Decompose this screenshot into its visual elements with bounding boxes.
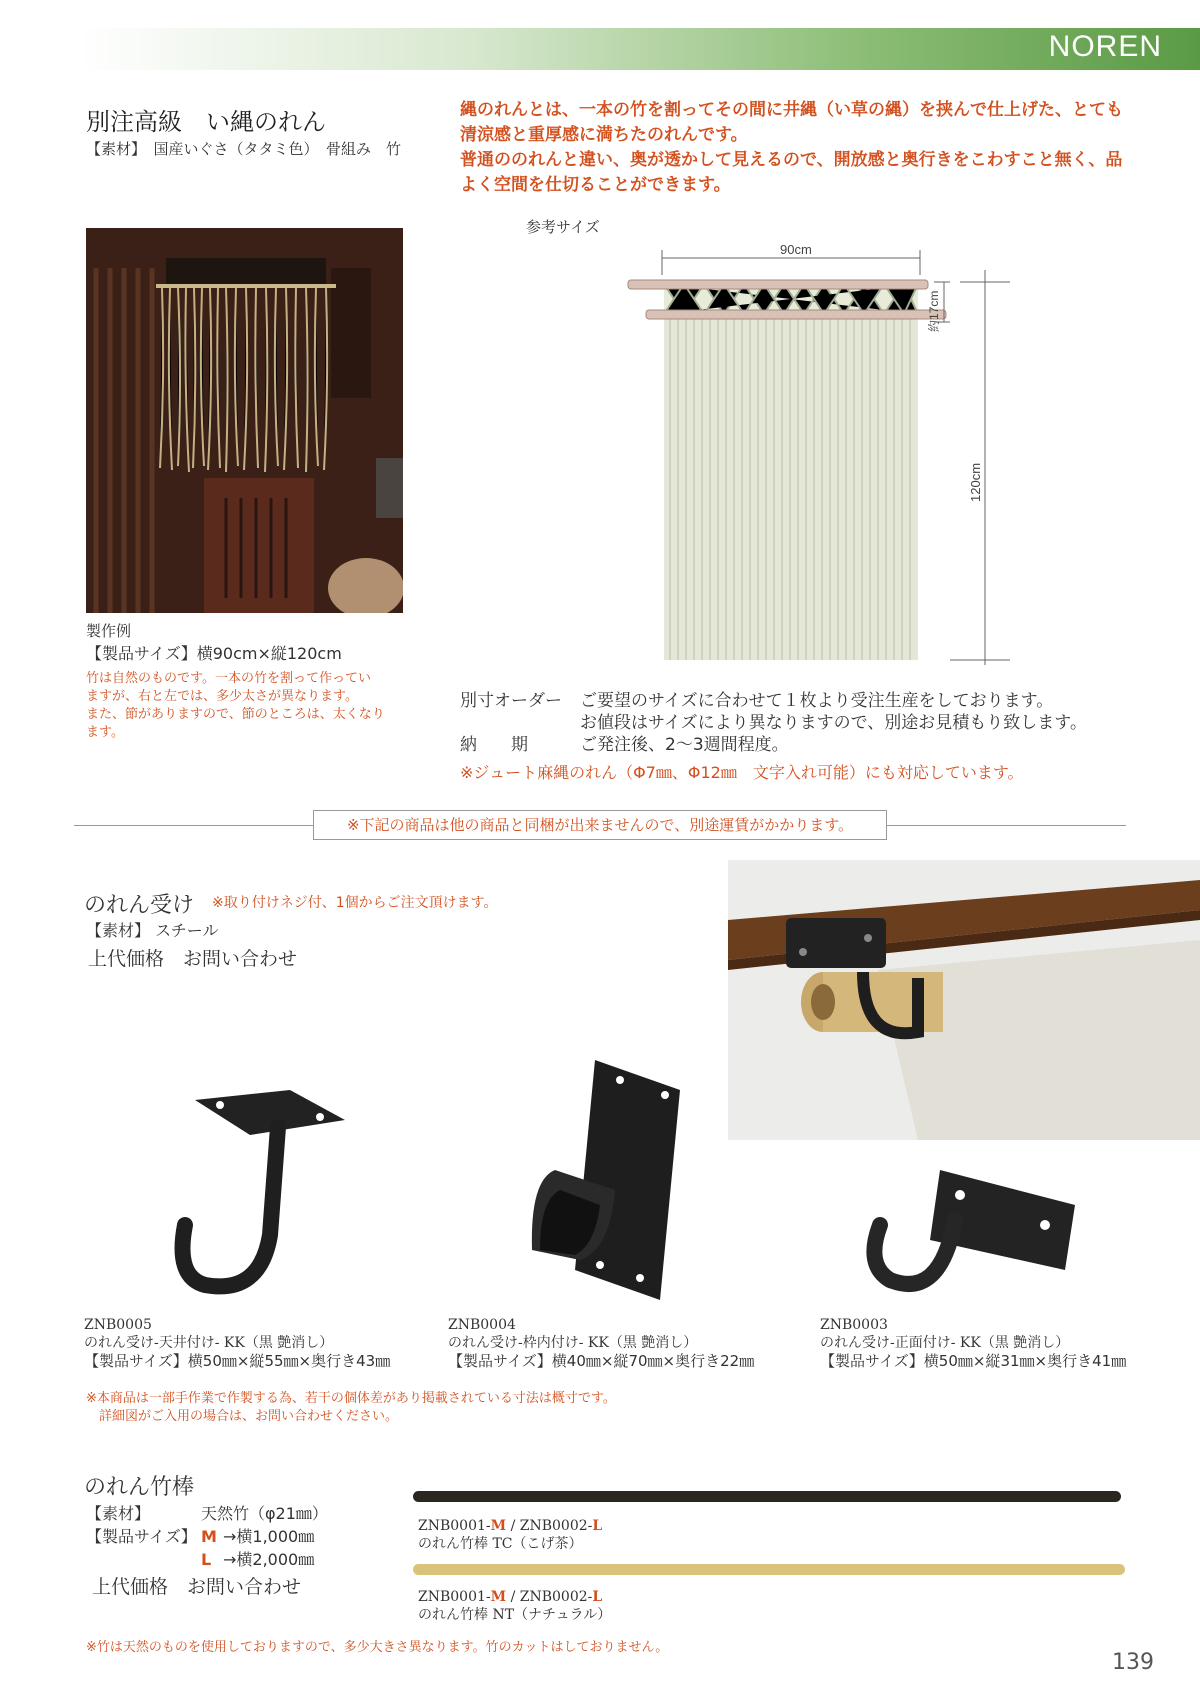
material-label: 【素材】 — [86, 1504, 151, 1523]
order-text: お値段はサイズにより異なりますので、別途お見積もり致します。 — [580, 713, 1087, 733]
section2-price: 上代価格 お問い合わせ — [88, 948, 298, 970]
note-line: 竹は自然のものです。一本の竹を割って作ってい — [86, 671, 371, 686]
noren-example-photo — [86, 228, 403, 613]
section1-intro — [460, 98, 1150, 198]
height-dimension-label: 120cm — [968, 462, 983, 502]
order-text: ご要望のサイズに合わせて１枚より受注生産をしております。 — [580, 691, 1054, 711]
order-label: 別寸オーダー — [460, 691, 562, 711]
ceiling-mount-holder-image — [160, 1065, 360, 1315]
bamboo-note — [86, 670, 406, 742]
front-hook-icon — [860, 1150, 1080, 1310]
intro-line: 清涼感と重厚感に満ちたのれんです。 — [460, 125, 748, 145]
shipping-notice: ※下記の商品は他の商品と同梱が出来ませんので、別途運賃がかかります。 — [313, 810, 887, 840]
page-number: 139 — [1112, 1650, 1154, 1675]
section2-disclaimer — [86, 1390, 616, 1426]
caption-example: 製作例 — [86, 622, 132, 640]
footer-note: ※竹は天然のものを使用しておりますので、多少大きさ異なります。竹のカットはしておりません。 — [86, 1640, 669, 1655]
product-name: のれん受け-枠内付け- KK（黒 艶消し） — [448, 1335, 698, 1351]
product-code: ZNB0005 — [84, 1317, 152, 1333]
rod-code-m: M — [490, 1518, 507, 1534]
storefront-image — [86, 228, 403, 613]
product-size: 【製品サイズ】横50㎜×縦31㎜×奥行き41㎜ — [820, 1352, 1127, 1370]
diagram-label: 参考サイズ — [526, 218, 600, 236]
rod-code-prefix: ZNB0001- — [418, 1589, 491, 1605]
caption-size: 【製品サイズ】横90cm×縦120cm — [86, 644, 342, 663]
frame-mount-holder-image — [520, 1050, 700, 1300]
delivery-text: ご発注後、2〜3週間程度。 — [580, 735, 789, 755]
section2-title: のれん受け — [84, 893, 195, 918]
holder-in-use-image — [728, 860, 1200, 1140]
rod-code-m: M — [490, 1589, 507, 1605]
brand-title: NOREN — [1048, 30, 1162, 63]
rod-label — [418, 1588, 611, 1624]
custom-order-info — [460, 690, 1087, 756]
product-code: ZNB0004 — [448, 1317, 516, 1333]
size-m-key: M — [201, 1527, 217, 1546]
section3-specs — [86, 1502, 328, 1571]
section1-material: 【素材】 国産いぐさ（タタミ色） 骨組み 竹 — [86, 140, 402, 158]
disclaimer-line: ※本商品は一部手作業で作製する為、若干の個体差があり掲載されている寸法は概寸です。 — [86, 1391, 616, 1406]
rod-name: のれん竹棒 TC（こげ茶） — [418, 1536, 583, 1552]
intro-line: 縄のれんとは、一本の竹を割ってその間に井縄（い草の縄）を挟んで仕上げた、とても — [460, 100, 1123, 120]
section2-subtitle: ※取り付けネジ付、1個からご注文頂けます。 — [212, 895, 498, 911]
header-bar — [78, 28, 1200, 70]
product-name: のれん受け-正面付け- KK（黒 艶消し） — [820, 1335, 1070, 1351]
rod-code-prefix: ZNB0001- — [418, 1518, 491, 1534]
size-l-key: L — [201, 1550, 212, 1569]
product-name: のれん受け-天井付け- KK（黒 艶消し） — [84, 1335, 334, 1351]
delivery-label: 納 期 — [460, 735, 528, 755]
top-height-label: 約17cm — [927, 290, 941, 332]
rod-code2-prefix: ZNB0002- — [519, 1518, 593, 1534]
rod-code-sep: / — [506, 1589, 520, 1605]
product-size: 【製品サイズ】横40㎜×縦70㎜×奥行き22㎜ — [448, 1352, 755, 1370]
section3-price: 上代価格 お問い合わせ — [92, 1576, 302, 1598]
size-l-value: →横2,000㎜ — [223, 1550, 315, 1569]
intro-line: よく空間を仕切ることができます。 — [460, 175, 731, 195]
bamboo-rod-natural — [413, 1564, 1125, 1575]
front-mount-holder-image — [860, 1150, 1080, 1310]
ceiling-hook-icon — [160, 1065, 360, 1315]
disclaimer-line: 詳細図がご入用の場合は、お問い合わせください。 — [86, 1409, 399, 1424]
section1-title: 別注高級 い縄のれん — [86, 108, 326, 136]
rod-code-l: L — [592, 1589, 603, 1605]
note-line: ますが、右と左では、多少太さが異なります。 — [86, 689, 358, 704]
size-label: 【製品サイズ】 — [86, 1527, 197, 1546]
note-line: ます。 — [86, 725, 124, 740]
size-m-value: →横1,000㎜ — [223, 1527, 315, 1546]
note-line: また、節がありますので、節のところは、太くなり — [86, 707, 385, 722]
rod-code2-prefix: ZNB0002- — [519, 1589, 593, 1605]
size-diagram — [620, 240, 1020, 665]
intro-line: 普通ののれんと違い、奥が透かして見えるので、開放感と奥行きをこわすこと無く、品 — [460, 150, 1123, 170]
rod-name: のれん竹棒 NT（ナチュラル） — [418, 1607, 612, 1623]
rod-label — [418, 1517, 602, 1553]
bamboo-rod-dark — [413, 1491, 1121, 1502]
frame-hook-icon — [520, 1050, 700, 1300]
jute-note: ※ジュート麻縄のれん（Φ7㎜、Φ12㎜ 文字入れ可能）にも対応しています。 — [460, 763, 1024, 782]
material-value: 天然竹（φ21㎜） — [201, 1504, 328, 1523]
width-dimension-label: 90cm — [780, 242, 812, 257]
product-card — [820, 1316, 1126, 1370]
product-code: ZNB0003 — [820, 1317, 888, 1333]
product-card — [84, 1316, 390, 1370]
product-card — [448, 1316, 754, 1370]
section2-material: 【素材】 スチール — [86, 921, 219, 940]
section3-title: のれん竹棒 — [84, 1475, 195, 1500]
noren-size-drawing — [620, 240, 1020, 665]
product-size: 【製品サイズ】横50㎜×縦55㎜×奥行き43㎜ — [84, 1352, 391, 1370]
noren-holder-photo — [728, 860, 1200, 1140]
rod-code-sep: / — [506, 1518, 520, 1534]
rod-code-l: L — [592, 1518, 603, 1534]
